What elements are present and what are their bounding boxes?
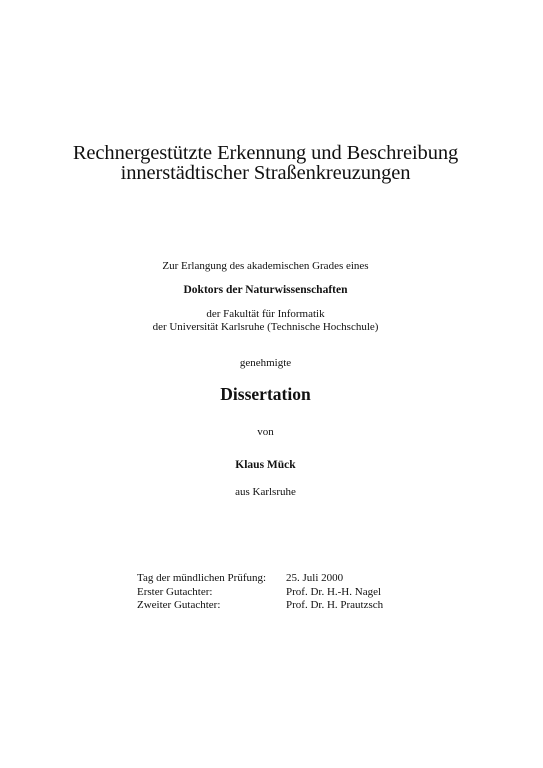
by-text: von xyxy=(257,426,274,438)
author-origin: aus Karlsruhe xyxy=(235,486,296,498)
second-reviewer-value: Prof. Dr. H. Prautzsch xyxy=(286,599,384,611)
approved-text: genehmigte xyxy=(239,357,292,369)
university-name: der Universität Karlsruhe (Technische Hochschule) xyxy=(152,321,379,333)
degree-name: Doktors der Naturwissenschaften xyxy=(183,284,348,296)
second-reviewer-label: Zweiter Gutachter: xyxy=(137,599,221,611)
exam-date-value: 25. Juli 2000 xyxy=(286,572,344,584)
exam-row xyxy=(137,572,383,586)
author-name: Klaus Mück xyxy=(235,459,296,471)
thesis-title-line-2: innerstädtischer Straßenkreuzungen xyxy=(120,162,411,184)
thesis-title-line-1: Rechnergestützte Erkennung und Beschreibung xyxy=(72,142,459,164)
faculty-name: der Fakultät für Informatik xyxy=(206,308,325,320)
exam-row xyxy=(137,586,383,600)
exam-date-label: Tag der mündlichen Prüfung: xyxy=(137,572,267,584)
first-reviewer-value: Prof. Dr. H.-H. Nagel xyxy=(286,585,382,598)
exam-info-table xyxy=(137,572,383,613)
first-reviewer-label: Erster Gutachter: xyxy=(137,585,213,598)
degree-purpose-text: Zur Erlangung des akademischen Grades eines xyxy=(162,260,369,272)
document-type: Dissertation xyxy=(220,384,311,404)
exam-row xyxy=(137,599,383,613)
